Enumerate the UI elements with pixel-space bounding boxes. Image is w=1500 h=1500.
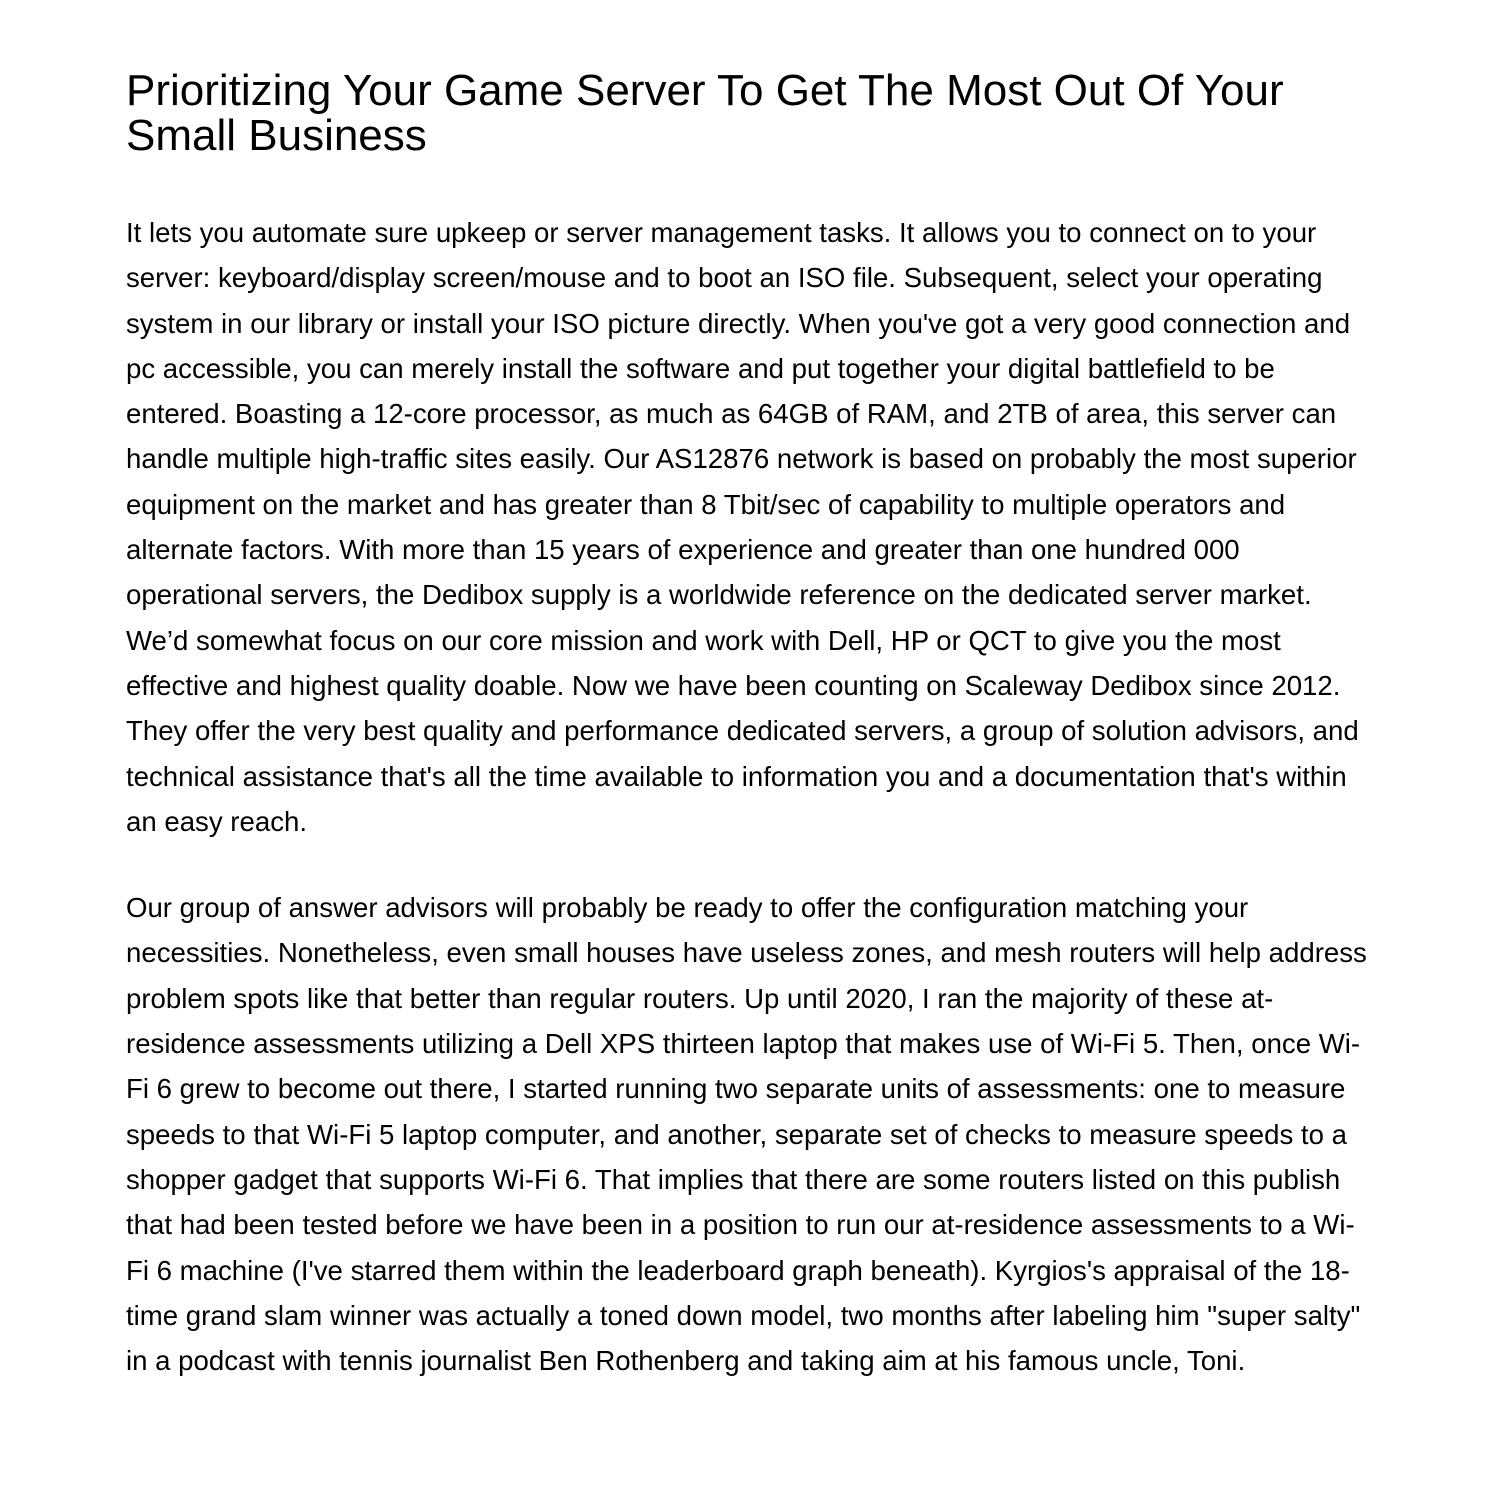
paragraph-2: Our group of answer advisors will probably be ready to offer the configuration matching your necessities. Nonetheless, even small houses have useless zones, and mesh routers will help address problem spots like that better than regular routers. Up until 2020, I ran the majority of these at-residence assessments utilizing a Dell XPS thirteen laptop that makes use of Wi-Fi 5. Then, once Wi-Fi 6 grew to become out there, I started running two separate units of assessments: one to measure speeds to that Wi-Fi 5 laptop computer, and another, separate set of checks to measure speeds to a shopper gadget that supports Wi-Fi 6. That implies that there are some routers listed on this publish that had been tested before we have been in a position to run our at-residence assessments to a Wi-Fi 6 machine (I've starred them within the leaderboard graph beneath). Kyrgios's appraisal of the 18-time grand slam winner was actually a toned down model, two months after labeling him "super salty" in a podcast with tennis journalist Ben Rothenberg and taking aim at his famous uncle, Toni. xyxy=(126,892,1367,1377)
document-content xyxy=(126,68,1376,1383)
paragraph-1: It lets you automate sure upkeep or server management tasks. It allows you to connect on to your server: keyboard/display screen/mouse and to boot an ISO file. Subsequent, select your operating system in our library or install your ISO picture directly. When you've got a very good connection and pc accessible, you can merely install the software and put together your digital battlefield to be entered. Boasting a 12-core processor, as much as 64GB of RAM, and 2TB of area, this server can handle multiple high-traffic sites easily. Our AS12876 network is based on probably the most superior equipment on the market and has greater than 8 Tbit/sec of capability to multiple operators and alternate factors. With more than 15 years of experience and greater than one hundred 000 operational servers, the Dedibox supply is a worldwide reference on the dedicated server market. We’d somewhat focus on our core mission and work with Dell, HP or QCT to give you the most effective and highest quality doable. Now we have been counting on Scaleway Dedibox since 2012. They offer the very best quality and performance dedicated servers, a group of solution advisors, and technical assistance that's all the time available to information you and a documentation that's within an easy reach. xyxy=(126,217,1359,837)
document-title: Prioritizing Your Game Server To Get The Most Out Of Your Small Business xyxy=(126,66,1284,160)
